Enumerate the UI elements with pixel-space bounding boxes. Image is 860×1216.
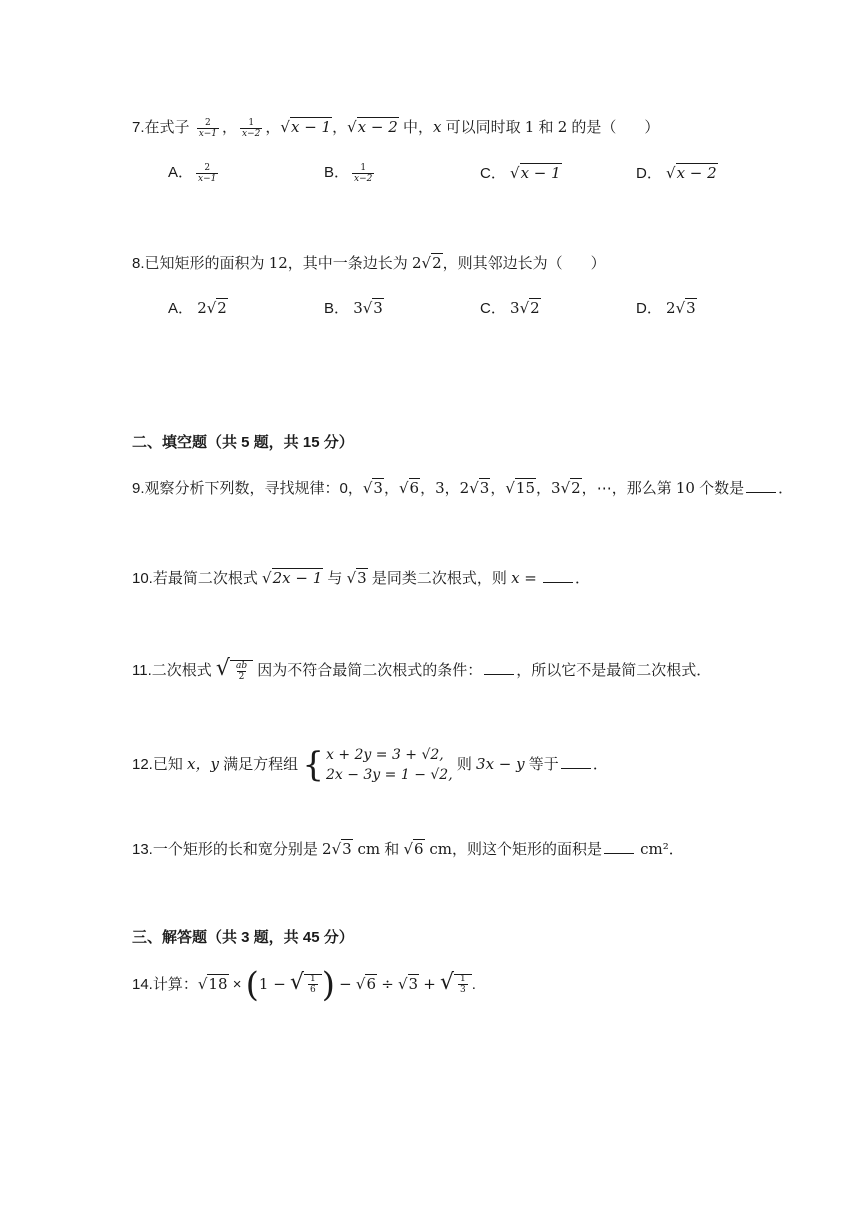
answer-blank[interactable] — [561, 754, 591, 769]
radical: √x − 2 — [347, 118, 398, 136]
fraction: $\frac{2}{x-1}$ — [198, 117, 218, 139]
fraction: $\frac{1}{x-2}$ — [242, 117, 261, 139]
q8-option-a[interactable]: A． 2√2 — [168, 299, 227, 317]
answer-blank[interactable] — [484, 660, 514, 675]
q8-option-c[interactable]: C． 3√2 — [480, 299, 540, 317]
question-12: 12.已知 x，y 满足方程组 { x + 2y = 3 + √2, 2x − 3y = 1 − √2, 则 3x − y 等于 ． — [132, 745, 608, 785]
question-7: 7.在式子 $\frac{2}{x-1}$ ， $\frac{1}{x-2}$ ，√x − 1，√x − 2 中，x 可以同时取 1 和 2 的是（ ） — [132, 117, 660, 139]
question-14: 14.计算：√18 × (1 − √ $\frac{1}{6}$ ) − √6 ÷ √3 + √ $\frac{1}{3}$ . — [132, 965, 476, 1005]
radical: √x − 1 — [280, 118, 332, 136]
section-heading-fill-in: 二、填空题（共 5 题，共 15 分） — [132, 434, 354, 451]
q7-option-b[interactable]: B． $\frac{1}{x-2}$ — [324, 162, 373, 184]
question-8: 8.已知矩形的面积为 12，其中一条边长为 2√2，则其邻边长为（ ） — [132, 254, 606, 272]
question-9: 9.观察分析下列数，寻找规律：0，√3，√6，3，2√3，√15，3√2，⋯，那么第 10 个数是 ． — [132, 479, 794, 497]
section-heading-solve: 三、解答题（共 3 题，共 45 分） — [132, 929, 354, 946]
question-10: 10.若最简二次根式 √2x − 1 与 √3 是同类二次根式，则 x = ． — [132, 569, 591, 587]
q8-option-d[interactable]: D． 2√3 — [636, 299, 696, 317]
question-13: 13.一个矩形的长和宽分别是 2√3 cm 和 √6 cm，则这个矩形的面积是 cm²． — [132, 840, 684, 858]
answer-blank[interactable] — [604, 839, 634, 854]
q7-option-c[interactable]: C． √x − 1 — [480, 164, 561, 182]
answer-blank[interactable] — [543, 568, 573, 583]
q8-option-b[interactable]: B． 3√3 — [324, 299, 383, 317]
answer-blank[interactable] — [746, 478, 776, 493]
q7-option-a[interactable]: A． $\frac{2}{x-1}$ — [168, 162, 217, 184]
q7-stem: 7.在式子 — [132, 119, 190, 136]
equation-system: { x + 2y = 3 + √2, 2x − 3y = 1 − √2, — [302, 745, 453, 785]
question-11: 11.二次根式 √ $\frac{ab}{2}$ 因为不符合最简二次根式的条件： ，所以它不是最简二次根式． — [132, 656, 712, 682]
q7-option-d[interactable]: D． √x − 2 — [636, 164, 717, 182]
